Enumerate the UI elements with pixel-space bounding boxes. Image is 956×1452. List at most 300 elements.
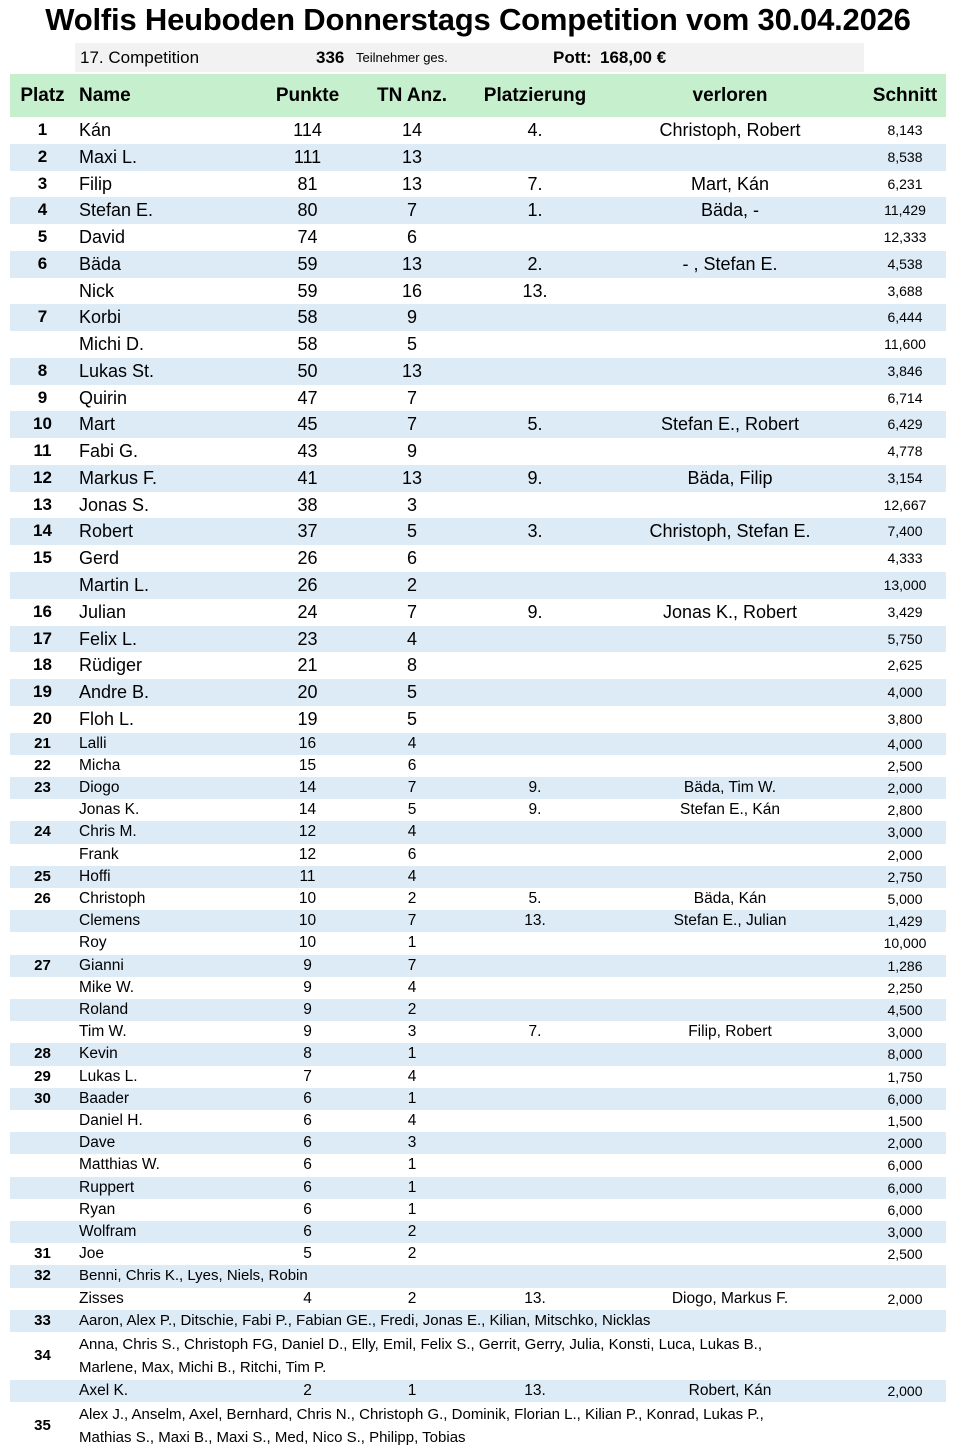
tn-count-cell: 5 <box>406 682 417 703</box>
placement-cell: 2. <box>527 253 543 274</box>
average-cell: 5,750 <box>887 630 923 647</box>
tn-count-cell: 3 <box>407 1134 417 1152</box>
rank-cell: 21 <box>34 734 51 752</box>
name-cell: Martin L. <box>79 575 150 596</box>
tn-count-cell: 4 <box>407 1112 417 1130</box>
rank-cell: 6 <box>37 253 48 273</box>
header-lost: verloren <box>692 85 768 106</box>
rank-cell: 8 <box>37 360 48 380</box>
name-cell: Matthias W. <box>79 1156 160 1174</box>
rank-cell: 13 <box>33 494 52 514</box>
table-row <box>10 1199 946 1221</box>
tn-count-cell: 7 <box>406 387 417 408</box>
points-cell: 9 <box>303 1001 312 1019</box>
placement-cell: 13. <box>524 1289 546 1307</box>
table-row <box>10 733 946 755</box>
tn-count-cell: 6 <box>407 756 417 774</box>
tn-count-cell: 4 <box>406 628 417 649</box>
tn-count-cell: 14 <box>401 120 423 140</box>
competition-number: 17. Competition <box>80 48 200 67</box>
points-cell: 47 <box>297 387 318 408</box>
name-cell: Micha <box>79 756 121 774</box>
tn-count-cell: 4 <box>407 823 417 841</box>
table-row <box>10 755 946 777</box>
points-cell: 81 <box>297 173 318 194</box>
points-cell: 23 <box>297 628 318 649</box>
name-cell: Hoffi <box>79 867 111 885</box>
placement-cell: 9. <box>527 601 543 622</box>
tn-count-cell: 1 <box>407 1045 417 1063</box>
points-cell: 7 <box>303 1067 312 1085</box>
table-row <box>10 706 946 733</box>
table-row <box>10 1154 946 1176</box>
table-row <box>10 777 946 799</box>
rank-cell: 20 <box>33 708 52 728</box>
average-cell: 11,429 <box>884 202 926 219</box>
rank-cell: 16 <box>33 601 52 621</box>
points-cell: 2 <box>303 1381 312 1399</box>
average-cell: 1,750 <box>887 1068 923 1085</box>
rank-cell: 10 <box>33 414 52 434</box>
pot-label: Pott: <box>553 48 592 67</box>
points-cell: 6 <box>303 1200 312 1218</box>
placement-cell: 5. <box>528 890 542 908</box>
name-cell: Roland <box>79 1001 129 1019</box>
table-row <box>10 144 946 171</box>
placement-cell: 1. <box>527 200 543 221</box>
average-cell: 6,444 <box>887 309 923 326</box>
rank-cell: 31 <box>34 1245 51 1263</box>
points-cell: 12 <box>298 845 317 863</box>
name-cell: Filip <box>79 173 113 194</box>
table-row <box>10 438 946 465</box>
points-cell: 41 <box>297 467 318 488</box>
table-row <box>10 1088 946 1110</box>
points-cell: 43 <box>297 441 318 462</box>
tn-count-cell: 2 <box>407 890 417 908</box>
rank-cell: 32 <box>34 1267 51 1285</box>
table-row <box>10 224 946 251</box>
points-cell: 10 <box>298 912 317 930</box>
table-row <box>10 799 946 821</box>
table-row <box>10 572 946 599</box>
average-cell: 2,625 <box>887 657 923 674</box>
points-cell: 74 <box>297 227 318 248</box>
name-cell: Ryan <box>79 1200 116 1218</box>
name-cell: Bäda <box>79 253 122 274</box>
table-row <box>10 866 946 888</box>
average-cell: 1,500 <box>887 1113 923 1130</box>
average-cell: 6,429 <box>887 416 923 433</box>
average-cell: 10,000 <box>883 935 927 952</box>
points-cell: 15 <box>298 756 317 774</box>
table-row <box>10 1221 946 1243</box>
average-cell: 2,800 <box>887 802 923 819</box>
average-cell: 2,750 <box>887 868 923 885</box>
rank-cell: 27 <box>34 956 51 974</box>
header-points: Punkte <box>275 85 340 106</box>
average-cell: 2,000 <box>887 1382 923 1399</box>
tn-count-cell: 7 <box>406 601 417 622</box>
name-cell: Julian <box>79 601 127 622</box>
tn-count-cell: 7 <box>407 912 417 930</box>
rank-cell: 14 <box>33 521 52 541</box>
table-header <box>10 74 946 117</box>
lost-to-cell: Bäda, Filip <box>687 467 773 488</box>
placement-cell: 9. <box>527 467 543 488</box>
points-cell: 9 <box>303 978 312 996</box>
average-cell: 6,714 <box>887 389 923 406</box>
table-row <box>10 977 946 999</box>
table-row <box>10 1380 946 1402</box>
name-cell: Michi D. <box>79 334 145 355</box>
tn-count-cell: 9 <box>406 307 417 328</box>
table-row <box>10 385 946 412</box>
tn-count-cell: 6 <box>406 548 417 569</box>
name-cell: Gianni <box>79 956 124 974</box>
table-row <box>10 955 946 977</box>
lost-to-cell: Diogo, Markus F. <box>671 1289 789 1307</box>
average-cell: 2,500 <box>887 757 923 774</box>
points-cell: 19 <box>297 708 318 729</box>
average-cell: 2,000 <box>887 780 923 797</box>
tn-count-cell: 5 <box>407 801 417 819</box>
tn-count-cell: 13 <box>401 360 423 381</box>
points-cell: 50 <box>297 360 318 381</box>
tn-count-cell: 5 <box>406 708 417 729</box>
name-cell: Fabi G. <box>79 441 139 462</box>
table-row <box>10 1021 946 1043</box>
lost-to-cell: Jonas K., Robert <box>662 601 798 622</box>
lost-to-cell: Robert, Kán <box>688 1381 772 1399</box>
placement-cell: 9. <box>528 801 542 819</box>
tn-count-cell: 6 <box>407 845 417 863</box>
competition-info-bar <box>75 43 864 72</box>
tn-count-cell: 7 <box>407 956 417 974</box>
lost-to-cell: Stefan E., Julian <box>673 912 787 930</box>
tn-count-cell: 7 <box>407 779 417 797</box>
rank-cell: 2 <box>37 146 48 166</box>
points-cell: 6 <box>303 1089 312 1107</box>
table-row <box>10 626 946 653</box>
names-group-cell: Aaron, Alex P., Ditschie, Fabi P., Fabian GE., Fredi, Jonas E., Kilian, Mitschko, Nicklas <box>79 1311 651 1329</box>
average-cell: 6,231 <box>887 175 923 192</box>
tn-count-cell: 7 <box>406 414 417 435</box>
table-row <box>10 171 946 198</box>
rank-cell: 9 <box>37 387 48 407</box>
average-cell: 3,000 <box>887 1024 923 1041</box>
table-row <box>10 652 946 679</box>
average-cell: 2,000 <box>887 1290 923 1307</box>
table-row <box>10 1332 946 1380</box>
rank-cell: 33 <box>34 1311 51 1329</box>
points-cell: 58 <box>297 307 318 328</box>
average-cell: 8,538 <box>887 148 923 165</box>
tn-count-cell: 5 <box>406 334 417 355</box>
name-cell: Kán <box>79 120 112 140</box>
placement-cell: 13. <box>522 280 548 301</box>
rank-cell: 5 <box>37 227 48 247</box>
tn-count-cell: 2 <box>407 1001 417 1019</box>
table-row <box>10 197 946 224</box>
average-cell: 4,000 <box>887 684 923 701</box>
lost-to-cell: Bäda, Tim W. <box>683 779 777 797</box>
points-cell: 20 <box>297 682 318 703</box>
rank-cell: 11 <box>33 441 52 461</box>
table-row <box>10 1177 946 1199</box>
tn-count-cell: 2 <box>407 1223 417 1241</box>
results-table <box>10 117 946 1449</box>
average-cell: 3,154 <box>887 469 923 486</box>
table-row <box>10 888 946 910</box>
points-cell: 58 <box>297 334 318 355</box>
name-cell: Joe <box>79 1245 104 1263</box>
name-cell: Floh L. <box>79 708 135 729</box>
name-cell: Gerd <box>79 548 120 569</box>
table-row <box>10 1310 946 1332</box>
table-row <box>10 358 946 385</box>
table-row <box>10 999 946 1021</box>
table-row <box>10 518 946 545</box>
tn-count-cell: 1 <box>407 1089 417 1107</box>
lost-to-cell: Stefan E., Kán <box>680 801 780 819</box>
table-row <box>10 117 946 144</box>
points-cell: 24 <box>297 601 318 622</box>
table-row <box>10 465 946 492</box>
rank-cell: 4 <box>37 200 48 220</box>
average-cell: 3,000 <box>887 1224 923 1241</box>
rank-cell: 28 <box>34 1045 51 1063</box>
table-row <box>10 821 946 843</box>
points-cell: 6 <box>303 1178 312 1196</box>
average-cell: 13,000 <box>883 577 927 594</box>
name-cell: Daniel H. <box>79 1112 143 1130</box>
average-cell: 6,000 <box>887 1157 923 1174</box>
rank-cell: 24 <box>34 823 51 841</box>
name-cell: Frank <box>79 845 119 863</box>
table-row <box>10 1066 946 1088</box>
placement-cell: 5. <box>527 414 543 435</box>
average-cell: 7,400 <box>887 523 923 540</box>
name-cell: Korbi <box>79 307 122 328</box>
name-cell: Markus F. <box>79 467 158 488</box>
average-cell: 12,667 <box>883 496 927 513</box>
points-cell: 11 <box>299 867 316 885</box>
names-group-cell: Alex J., Anselm, Axel, Bernhard, Chris N., Christoph G., Dominik, Florian L., Kilian P., Konrad, Lukas P., Mathias S., Maxi B., Maxi S., Med, Nico S., Philipp, Tobias <box>79 1405 764 1446</box>
tn-count-cell: 1 <box>407 1178 417 1196</box>
rank-cell: 29 <box>34 1067 51 1085</box>
tn-count-cell: 2 <box>407 1289 417 1307</box>
rank-cell: 23 <box>34 779 51 797</box>
average-cell: 3,800 <box>887 710 923 727</box>
points-cell: 45 <box>297 414 318 435</box>
lost-to-cell: - , Stefan E. <box>682 253 778 274</box>
rank-cell: 7 <box>37 307 48 327</box>
rank-cell: 30 <box>34 1089 51 1107</box>
placement-cell: 7. <box>528 1023 542 1041</box>
names-group-cell: Anna, Chris S., Christoph FG, Daniel D., Elly, Emil, Felix S., Gerrit, Gerry, Julia, Konsti, Luca, Lukas B., Marlene, Max, Michi B., Ritchi, Tim P. <box>79 1336 762 1376</box>
table-row <box>10 1043 946 1065</box>
name-cell: Kevin <box>79 1045 118 1063</box>
table-row <box>10 492 946 519</box>
rank-cell: 35 <box>34 1416 51 1434</box>
table-row <box>10 1132 946 1154</box>
table-row <box>10 545 946 572</box>
name-cell: Christoph <box>79 890 146 908</box>
lost-to-cell: Filip, Robert <box>688 1023 772 1041</box>
rank-cell: 34 <box>34 1347 51 1365</box>
rank-cell: 3 <box>37 173 48 193</box>
table-row <box>10 251 946 278</box>
name-cell: Nick <box>79 280 114 301</box>
points-cell: 16 <box>298 734 317 752</box>
name-cell: Stefan E. <box>79 200 154 221</box>
table-row <box>10 304 946 331</box>
placement-cell: 3. <box>527 521 543 542</box>
page-title: Wolfis Heuboden Donnerstags Competition vom 30.04.2026 <box>45 2 911 37</box>
tn-count-cell: 1 <box>407 1381 417 1399</box>
average-cell: 4,500 <box>887 1002 923 1019</box>
tn-count-cell: 4 <box>407 867 417 885</box>
average-cell: 1,429 <box>887 913 923 930</box>
name-cell: Quirin <box>79 387 128 408</box>
tn-count-cell: 3 <box>407 1023 417 1041</box>
tn-count-cell: 16 <box>401 280 423 301</box>
average-cell: 6,000 <box>887 1179 923 1196</box>
average-cell: 8,143 <box>887 122 923 138</box>
average-cell: 11,600 <box>884 336 926 353</box>
table-row <box>10 278 946 305</box>
table-row <box>10 1265 946 1287</box>
points-cell: 10 <box>298 934 317 952</box>
average-cell: 3,429 <box>887 603 923 620</box>
name-cell: Baader <box>79 1089 129 1107</box>
table-row <box>10 932 946 954</box>
points-cell: 8 <box>303 1045 312 1063</box>
header-name: Name <box>79 85 131 106</box>
rank-cell: 25 <box>34 867 51 885</box>
name-cell: Jonas S. <box>79 494 150 515</box>
tn-count-cell: 6 <box>406 227 417 248</box>
name-cell: Axel K. <box>79 1381 129 1399</box>
name-cell: Robert <box>79 521 134 542</box>
rank-cell: 18 <box>33 655 52 675</box>
tn-count-cell: 13 <box>401 173 423 194</box>
tn-count-cell: 9 <box>406 441 417 462</box>
points-cell: 111 <box>293 146 322 167</box>
average-cell: 2,000 <box>887 846 923 863</box>
name-cell: David <box>79 227 126 248</box>
points-cell: 9 <box>303 1023 312 1041</box>
header-tn: TN Anz. <box>376 85 447 106</box>
name-cell: Maxi L. <box>79 146 138 167</box>
table-row <box>10 1110 946 1132</box>
points-cell: 6 <box>303 1156 312 1174</box>
rank-cell: 22 <box>34 756 51 774</box>
placement-cell: 13. <box>524 1381 546 1399</box>
average-cell: 2,250 <box>887 979 923 996</box>
tn-count-cell: 1 <box>407 1200 417 1218</box>
name-cell: Mike W. <box>79 978 135 996</box>
table-row <box>10 910 946 932</box>
table-row <box>10 844 946 866</box>
rank-cell: 17 <box>33 628 52 648</box>
lost-to-cell: Bäda, Kán <box>693 890 767 908</box>
average-cell: 5,000 <box>887 891 923 908</box>
placement-cell: 7. <box>527 173 543 194</box>
average-cell: 4,778 <box>887 443 923 460</box>
points-cell: 59 <box>297 280 318 301</box>
points-cell: 26 <box>297 575 318 596</box>
tn-count-cell: 8 <box>406 655 417 676</box>
name-cell: Clemens <box>79 912 141 930</box>
average-cell: 1,286 <box>887 957 923 974</box>
name-cell: Rüdiger <box>79 655 143 676</box>
name-cell: Lalli <box>79 734 107 752</box>
average-cell: 2,000 <box>887 1135 923 1152</box>
points-cell: 59 <box>297 253 318 274</box>
points-cell: 14 <box>298 779 317 797</box>
name-cell: Ruppert <box>79 1178 135 1196</box>
table-row <box>10 1402 946 1450</box>
points-cell: 21 <box>297 655 318 676</box>
lost-to-cell: Christoph, Stefan E. <box>649 521 811 542</box>
name-cell: Chris M. <box>79 823 137 841</box>
average-cell: 6,000 <box>887 1201 923 1218</box>
name-cell: Andre B. <box>79 682 150 703</box>
names-group-cell: Benni, Chris K., Lyes, Niels, Robin <box>79 1267 308 1285</box>
average-cell: 4,538 <box>887 255 923 272</box>
rank-cell: 12 <box>33 467 52 487</box>
name-cell: Wolfram <box>79 1223 137 1241</box>
tn-count-cell: 2 <box>406 575 417 596</box>
points-cell: 9 <box>303 956 312 974</box>
points-cell: 38 <box>297 494 318 515</box>
points-cell: 6 <box>303 1223 312 1241</box>
tn-count-cell: 4 <box>407 1067 417 1085</box>
table-row <box>10 679 946 706</box>
name-cell: Lukas St. <box>79 360 155 381</box>
average-cell: 3,000 <box>887 824 923 841</box>
header-placement: Platzierung <box>483 85 587 106</box>
points-cell: 4 <box>303 1289 312 1307</box>
name-cell: Mart <box>79 414 115 435</box>
average-cell: 2,500 <box>887 1246 923 1263</box>
name-cell: Diogo <box>79 779 120 797</box>
rank-cell: 26 <box>34 890 51 908</box>
rank-cell: 19 <box>33 682 52 702</box>
average-cell: 6,000 <box>887 1090 923 1107</box>
points-cell: 12 <box>298 823 317 841</box>
points-cell: 10 <box>298 890 317 908</box>
pot-value: 168,00 € <box>600 48 667 67</box>
placement-cell: 4. <box>527 120 543 140</box>
points-cell: 26 <box>297 548 318 569</box>
rank-cell: 1 <box>37 120 48 139</box>
average-cell: 4,333 <box>887 550 923 567</box>
tn-count-cell: 3 <box>406 494 417 515</box>
participants-label: Teilnehmer ges. <box>356 50 448 65</box>
name-cell: Roy <box>79 934 107 952</box>
points-cell: 14 <box>298 801 317 819</box>
points-cell: 6 <box>303 1112 312 1130</box>
tn-count-cell: 4 <box>407 978 417 996</box>
tn-count-cell: 5 <box>406 521 417 542</box>
lost-to-cell: Stefan E., Robert <box>660 414 800 435</box>
name-cell: Felix L. <box>79 628 138 649</box>
participants-value: 336 <box>316 48 345 67</box>
name-cell: Zisses <box>79 1289 124 1307</box>
